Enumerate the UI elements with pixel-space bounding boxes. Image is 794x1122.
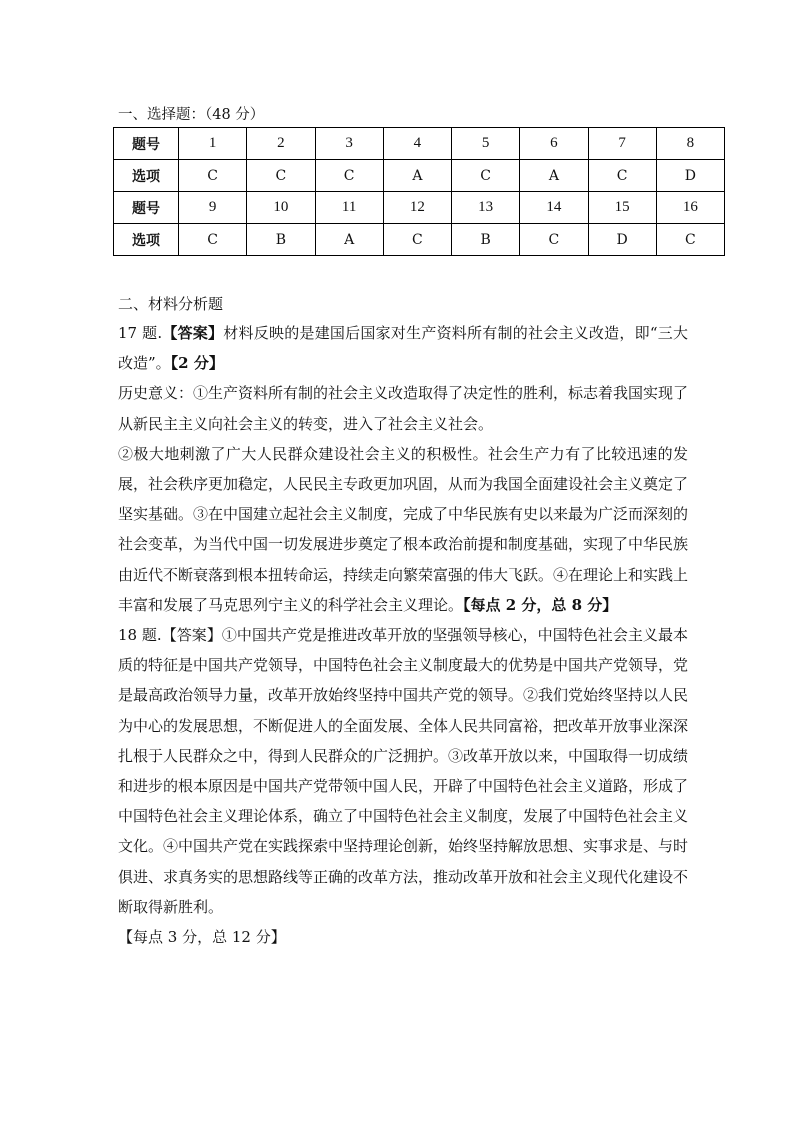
q17-score-2: 【每点 2 分，总 8 分】 — [463, 595, 618, 614]
q17-text-1: 材料反映的是建国后国家对生产资料所有制的社会主义改造，即“三大改造”。 — [118, 324, 688, 373]
answer-cell: C — [588, 160, 656, 192]
q17-detail-paragraph — [118, 439, 688, 620]
answer-cell: C — [179, 224, 247, 256]
q17-label: 17 题. — [118, 324, 163, 342]
question-number-cell: 7 — [588, 128, 656, 160]
q17-significance-paragraph: 历史意义：①生产资料所有制的社会主义改造取得了决定性的胜利，标志着我国实现了从新民主主义向社会主义的转变，进入了社会主义社会。 — [118, 384, 689, 433]
table-row — [114, 224, 725, 256]
answer-cell: A — [520, 160, 588, 192]
question-number-cell: 1 — [179, 128, 247, 160]
q18-label: 18 题. — [118, 626, 162, 645]
answer-cell: C — [452, 160, 520, 192]
question-number-cell: 5 — [452, 128, 520, 160]
question-number-cell: 14 — [520, 192, 588, 224]
question-number-cell: 4 — [383, 128, 451, 160]
answer-cell: C — [656, 224, 724, 256]
answer-label-cell: 选项 — [114, 160, 179, 192]
answer-cell: C — [520, 224, 588, 256]
answer-cell: D — [656, 160, 724, 192]
section-1-title: 一、选择题：（48 分） — [118, 107, 265, 123]
answer-cell: C — [315, 160, 383, 192]
question-number-cell: 12 — [383, 192, 451, 224]
answer-cell: D — [588, 224, 656, 256]
answer-table — [113, 127, 725, 256]
answer-cell: A — [383, 160, 451, 192]
table-row — [114, 128, 725, 160]
answer-cell: A — [315, 224, 383, 256]
header-label-cell: 题号 — [114, 128, 179, 160]
q17-answer-tag: 【答案】 — [162, 324, 224, 342]
question-number-cell: 16 — [656, 192, 724, 224]
question-number-cell: 3 — [315, 128, 383, 160]
table-row — [114, 160, 725, 192]
answer-cell: C — [179, 160, 247, 192]
question-number-cell: 9 — [179, 192, 247, 224]
q17-score-1: 【2 分】 — [170, 354, 224, 373]
question-number-cell: 15 — [588, 192, 656, 224]
q18-text: ①中国共产党是推进改革开放的坚强领导核心，中国特色社会主义最本质的特征是中国共产党领导，中国特色社会主义制度最大的优势是中国共产党领导，党是最高政治领导力量，改革开放始终坚持中国共产党的领导。②我们党始终坚持以人民为中心的发展思想，不断促进人的全面发展、全体人民共同富裕，把改革开放事业深深扎根于人民群众之中，得到人民群众的广泛拥护。③改革开放以来，中国取得一切成绩和进步的根本原因是中国共产党带领中国人民，开辟了中国特色社会主义道路，形成了中国特色社会主义理论体系，确立了中国特色社会主义制度，发展了中国特色社会主义文化。④中国共产党在实践探索中坚持理论创新，始终坚持解放思想、实事求是、与时俱进、求真务实的思想路线等正确的改革方法，推动改革开放和社会主义现代化建设不断取得新胜利。 — [118, 626, 689, 916]
answer-cell: B — [247, 224, 315, 256]
question-number-cell: 11 — [315, 192, 383, 224]
question-number-cell: 8 — [656, 128, 724, 160]
q17-text-3: ②极大地刺激了广大人民群众建设社会主义的积极性。社会生产力有了比较迅速的发展，社会秩序更加稳定，人民民主专政更加巩固，从而为我国全面建设社会主义奠定了坚实基础。③在中国建立起社会主义制度，完成了中华民族有史以来最为广泛而深刻的社会变革，为当代中国一切发展进步奠定了根本政治前提和制度基础，实现了中华民族由近代不断衰落到根本扭转命运，持续走向繁荣富强的伟大飞跃。④在理论上和实践上丰富和发展了马克思列宁主义的科学社会主义理论。 — [118, 444, 689, 614]
q17-answer-paragraph — [118, 318, 688, 378]
answer-cell: C — [383, 224, 451, 256]
question-number-cell: 6 — [520, 128, 588, 160]
header-label-cell: 题号 — [114, 192, 179, 224]
answer-cell: C — [247, 160, 315, 192]
question-number-cell: 10 — [247, 192, 315, 224]
q18-answer-paragraph — [118, 620, 688, 922]
section-2-title: 二、材料分析题 — [118, 295, 224, 313]
analysis-answers — [118, 318, 688, 952]
question-number-cell: 2 — [247, 128, 315, 160]
question-number-cell: 13 — [452, 192, 520, 224]
answer-label-cell: 选项 — [114, 224, 179, 256]
q18-answer-tag: 【答案】 — [161, 626, 222, 645]
answer-cell: B — [452, 224, 520, 256]
q18-score-paragraph: 【每点 3 分，总 12 分】 — [118, 928, 286, 947]
table-row — [114, 192, 725, 224]
